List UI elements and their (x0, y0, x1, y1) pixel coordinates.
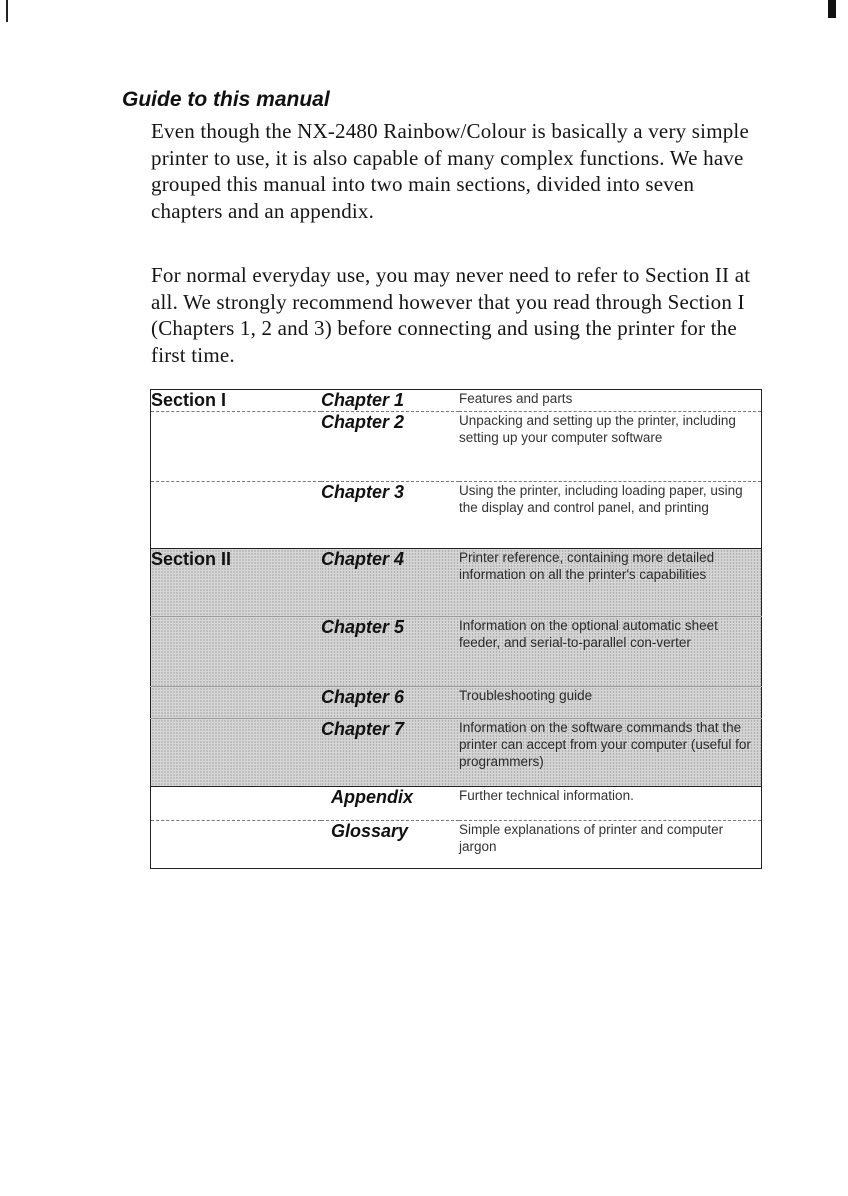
section-cell (151, 719, 322, 787)
scan-edge-right (828, 0, 836, 18)
chapter-cell: Chapter 4 (321, 549, 459, 617)
description-cell: Features and parts (459, 391, 573, 406)
table-row (151, 390, 762, 412)
section-cell (151, 617, 322, 687)
table-row (151, 617, 762, 687)
section-cell: Section II (151, 549, 322, 617)
description-cell: Further technical information. (459, 787, 762, 821)
section-cell (151, 787, 322, 821)
table-row (151, 687, 762, 719)
chapter-cell: Chapter 6 (321, 687, 459, 719)
chapter-cell: Chapter 7 (321, 719, 459, 787)
chapter-cell: Chapter 5 (321, 617, 459, 687)
table-row (151, 787, 762, 821)
description-cell: Simple explanations of printer and computer jargon (459, 821, 762, 869)
section-cell (151, 412, 322, 482)
table-row (151, 821, 762, 869)
description-cell: Information on the software commands that the printer can accept from your computer (useful for programmers) (459, 719, 762, 787)
scan-edge-left (6, 0, 8, 22)
chapter-cell: Chapter 2 (321, 412, 459, 482)
description-cell: Printer reference, containing more detailed information on all the printer's capabilities (459, 549, 762, 617)
section-cell (151, 687, 322, 719)
page-heading: Guide to this manual (122, 88, 330, 111)
description-cell: Using the printer, including loading paper, using the display and control panel, and printing (459, 482, 762, 549)
table-row (151, 412, 762, 482)
table-row (151, 549, 762, 617)
chapter-cell: Chapter 1 (321, 390, 405, 410)
description-cell: Troubleshooting guide (459, 687, 762, 719)
chapter-cell: Glossary (321, 821, 459, 869)
description-cell: Information on the optional automatic sheet feeder, and serial-to-parallel con-verter (459, 617, 762, 687)
intro-paragraph: Even though the NX-2480 Rainbow/Colour is basically a very simple printer to use, it is also capable of many complex functions. We have grouped this manual into two main sections, divided into seven chapters and an appendix. (151, 119, 749, 223)
section-cell (151, 821, 322, 869)
chapter-cell: Appendix (321, 787, 459, 821)
table-row (151, 482, 762, 549)
table-row (151, 719, 762, 787)
usage-paragraph: For normal everyday use, you may never need to refer to Section II at all. We strongly recommend however that you read through Section I (Chapters 1, 2 and 3) before connecting and using the printer for the first time. (151, 263, 751, 367)
manual-contents-table (150, 389, 762, 869)
section-cell: Section I (151, 390, 227, 410)
section-cell (151, 482, 322, 549)
description-cell: Unpacking and setting up the printer, including setting up your computer software (459, 412, 762, 482)
chapter-cell: Chapter 3 (321, 482, 459, 549)
